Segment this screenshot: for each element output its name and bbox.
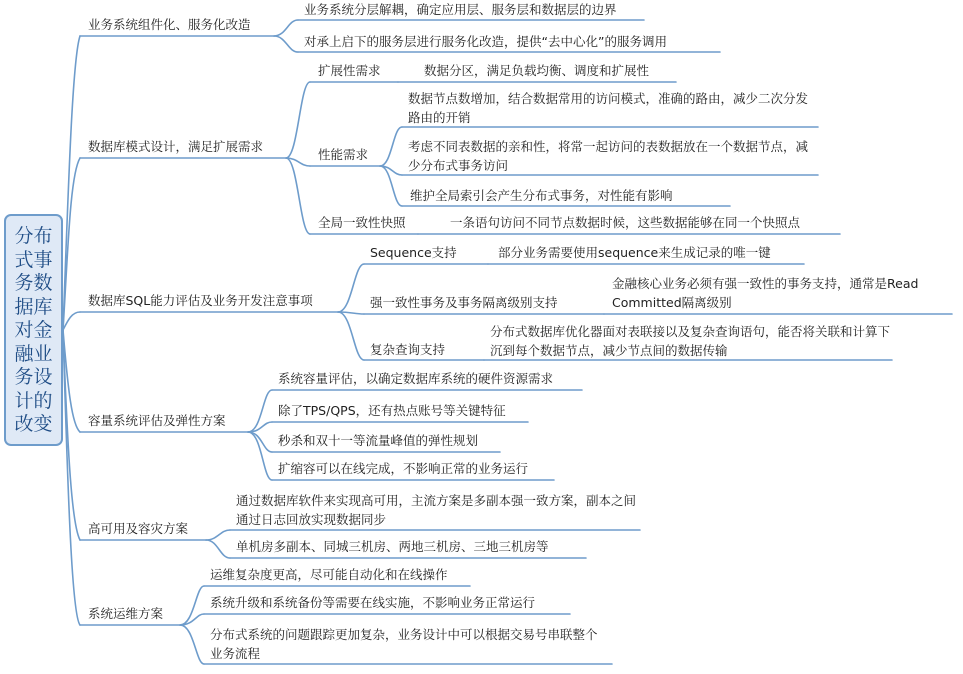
leaf-topic[interactable]: 考虑不同表数据的亲和性，将常一起访问的表数据放在一个数据节点，减少分布式事务访问 (408, 139, 809, 173)
leaf-topic[interactable]: 通过数据库软件来实现高可用，主流方案是多副本强一致方案，副本之间通过日志回放实现数据同步 (236, 493, 637, 527)
leaf-topic[interactable]: 除了TPS/QPS，还有热点账号等关键特征 (278, 403, 506, 418)
sub-topic[interactable]: Sequence支持 (370, 245, 457, 260)
leaf-topic[interactable]: 对承上启下的服务层进行服务化改造，提供“去中心化”的服务调用 (304, 34, 667, 49)
branch-topic[interactable]: 数据库SQL能力评估及业务开发注意事项 (88, 293, 313, 308)
leaf-topic[interactable]: 系统容量评估，以确定数据库系统的硬件资源需求 (278, 371, 554, 386)
leaf-topic[interactable]: 分布式系统的问题跟踪更加复杂，业务设计中可以根据交易号串联整个业务流程 (210, 627, 598, 661)
leaf-topic[interactable]: 分布式数据库优化器面对表联接以及复杂查询语句，能否将关联和计算下沉到每个数据节点，减少节点间的数据传输 (490, 324, 891, 358)
branch-topic[interactable]: 高可用及容灾方案 (88, 521, 189, 536)
root-topic[interactable]: 分布式事务数据库对金融业务设计的改变 (4, 214, 63, 446)
sub-topic[interactable]: 全局一致性快照 (318, 215, 406, 230)
sub-topic[interactable]: 复杂查询支持 (370, 342, 446, 357)
leaf-topic[interactable]: 金融核心业务必须有强一致性的事务支持，通常是Read Committed隔离级别 (612, 276, 919, 310)
leaf-topic[interactable]: 运维复杂度更高，尽可能自动化和在线操作 (210, 567, 448, 582)
branch-topic[interactable]: 业务系统组件化、服务化改造 (88, 17, 251, 32)
leaf-topic[interactable]: 系统升级和系统备份等需要在线实施，不影响业务正常运行 (210, 595, 536, 610)
sub-topic[interactable]: 性能需求 (318, 147, 369, 162)
leaf-topic[interactable]: 一条语句访问不同节点数据时候，这些数据能够在同一个快照点 (450, 215, 801, 230)
branch-topic[interactable]: 容量系统评估及弹性方案 (88, 413, 226, 428)
leaf-topic[interactable]: 业务系统分层解耦，确定应用层、服务层和数据层的边界 (304, 2, 617, 17)
leaf-topic[interactable]: 部分业务需要使用sequence来生成记录的唯一键 (498, 245, 771, 260)
sub-topic[interactable]: 扩展性需求 (318, 63, 381, 78)
sub-topic[interactable]: 强一致性事务及事务隔离级别支持 (370, 295, 558, 310)
leaf-topic[interactable]: 数据节点数增加，结合数据常用的访问模式，准确的路由，减少二次分发路由的开销 (408, 91, 809, 125)
branch-topic[interactable]: 数据库模式设计，满足扩展需求 (88, 139, 264, 154)
leaf-topic[interactable]: 单机房多副本、同城三机房、两地三机房、三地三机房等 (236, 539, 549, 554)
leaf-topic[interactable]: 秒杀和双十一等流量峰值的弹性规划 (278, 433, 479, 448)
leaf-topic[interactable]: 扩缩容可以在线完成，不影响正常的业务运行 (278, 461, 529, 476)
branch-topic[interactable]: 系统运维方案 (88, 606, 164, 621)
leaf-topic[interactable]: 数据分区，满足负载均衡、调度和扩展性 (424, 63, 650, 78)
leaf-topic[interactable]: 维护全局索引会产生分布式事务，对性能有影响 (410, 188, 673, 203)
